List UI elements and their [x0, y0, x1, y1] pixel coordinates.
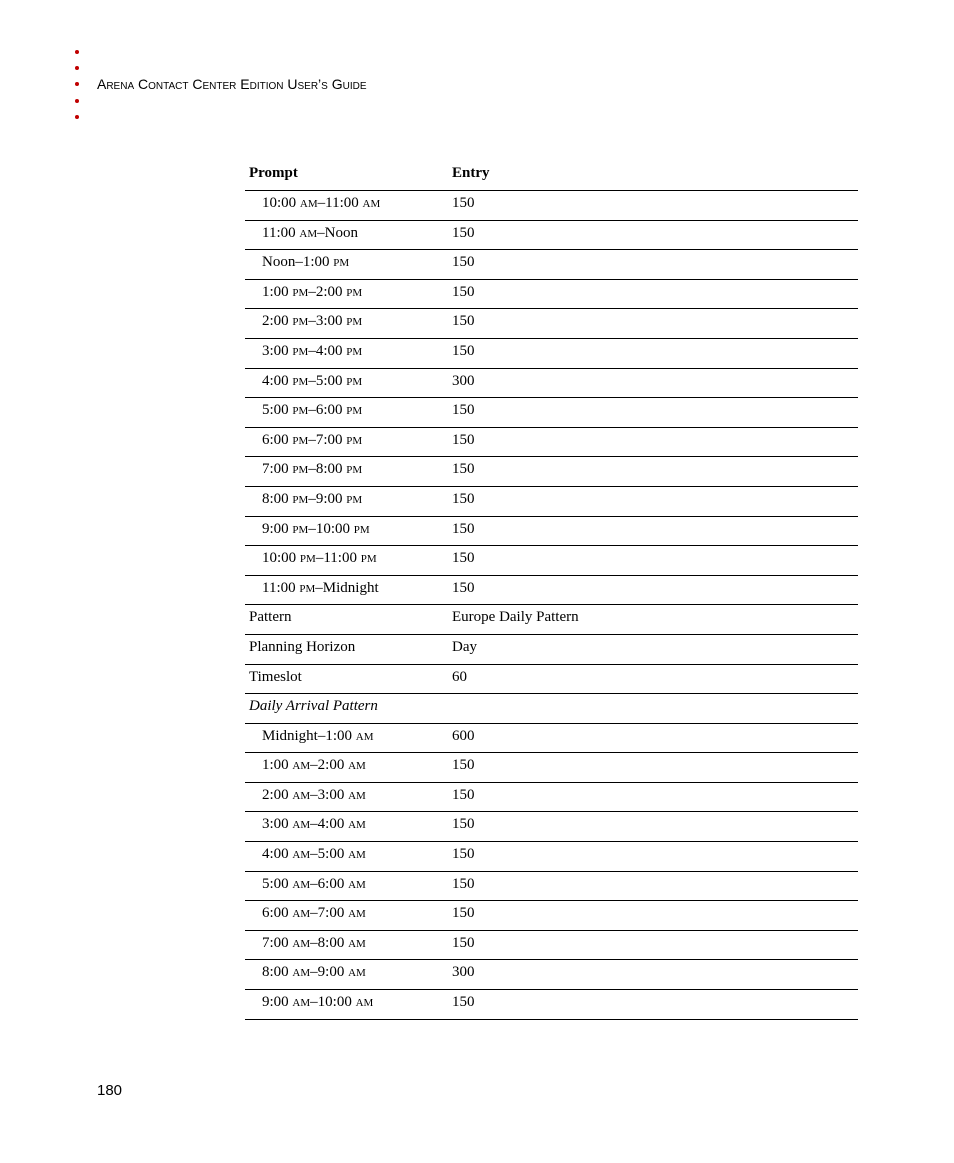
table-row — [245, 339, 858, 369]
table-row — [245, 605, 858, 635]
table-body — [245, 191, 858, 1020]
table-row — [245, 369, 858, 399]
table-row — [245, 901, 858, 931]
entry-cell: 150 — [452, 934, 475, 951]
prompt-cell: 7:00 pm–8:00 pm — [262, 461, 363, 478]
entry-cell: 300 — [452, 372, 475, 389]
entry-cell: 600 — [452, 727, 475, 744]
table-row — [245, 694, 858, 724]
entry-cell: 150 — [452, 579, 475, 596]
table-row — [245, 990, 858, 1020]
entry-cell: Day — [452, 638, 477, 655]
prompt-cell: 10:00 pm–11:00 pm — [262, 550, 377, 567]
table-row — [245, 960, 858, 990]
entry-cell: 150 — [452, 313, 475, 330]
entry-cell: 60 — [452, 668, 467, 685]
prompt-cell: 3:00 am–4:00 am — [262, 816, 366, 833]
table-row — [245, 665, 858, 695]
table-row — [245, 487, 858, 517]
prompt-cell: Pattern — [249, 609, 292, 626]
table-row — [245, 812, 858, 842]
table-row — [245, 457, 858, 487]
prompt-cell: 8:00 pm–9:00 pm — [262, 490, 363, 507]
prompt-cell: 1:00 am–2:00 am — [262, 757, 366, 774]
bullet-dot — [72, 44, 84, 60]
table-row — [245, 191, 858, 221]
prompt-cell: 2:00 am–3:00 am — [262, 786, 366, 803]
entry-cell: 150 — [452, 490, 475, 507]
table-row — [245, 753, 858, 783]
table-row — [245, 398, 858, 428]
entry-cell: 150 — [452, 816, 475, 833]
prompt-cell: Timeslot — [249, 668, 302, 685]
entry-cell: 150 — [452, 254, 475, 271]
entry-cell: 150 — [452, 994, 475, 1011]
prompt-cell: 11:00 am–Noon — [262, 224, 358, 241]
prompt-cell: 3:00 pm–4:00 pm — [262, 342, 363, 359]
entry-cell: 150 — [452, 195, 475, 211]
prompt-cell: 6:00 pm–7:00 pm — [262, 431, 363, 448]
prompt-cell: 7:00 am–8:00 am — [262, 934, 366, 951]
entry-cell: 150 — [452, 550, 475, 567]
entry-cell: Europe Daily Pattern — [452, 609, 579, 626]
entry-cell: 150 — [452, 905, 475, 922]
entry-cell — [452, 694, 858, 699]
table-row — [245, 250, 858, 280]
page-number: 180 — [97, 1082, 123, 1099]
entry-cell: 150 — [452, 342, 475, 359]
table-row — [245, 724, 858, 754]
entry-cell: 150 — [452, 875, 475, 892]
table-row — [245, 546, 858, 576]
table-row — [245, 783, 858, 813]
prompt-cell: 6:00 am–7:00 am — [262, 905, 366, 922]
entry-cell: 150 — [452, 283, 475, 300]
entry-cell: 150 — [452, 757, 475, 774]
entry-cell: 150 — [452, 224, 475, 241]
running-head: Arena Contact Center Edition User’s Guide — [97, 76, 367, 92]
prompt-cell: 2:00 pm–3:00 pm — [262, 313, 363, 330]
table-row — [245, 428, 858, 458]
entry-cell: 150 — [452, 402, 475, 419]
bullet-dot — [72, 109, 84, 125]
table-row — [245, 842, 858, 872]
column-header-prompt: Prompt — [249, 165, 298, 181]
prompt-cell: Daily Arrival Pattern — [249, 698, 378, 715]
table-row — [245, 576, 858, 606]
table-row — [245, 931, 858, 961]
bullet-dot — [72, 93, 84, 109]
entry-cell: 150 — [452, 786, 475, 803]
prompt-cell: 10:00 am–11:00 am — [262, 195, 381, 211]
bullet-dot — [72, 60, 84, 76]
entry-cell: 150 — [452, 431, 475, 448]
prompt-cell: 9:00 am–10:00 am — [262, 994, 374, 1011]
column-header-entry: Entry — [452, 165, 490, 181]
table-row — [245, 280, 858, 310]
prompt-cell: 1:00 pm–2:00 pm — [262, 283, 363, 300]
prompt-cell: 9:00 pm–10:00 pm — [262, 520, 370, 537]
prompt-cell: Noon–1:00 pm — [262, 254, 350, 271]
prompt-cell: Midnight–1:00 am — [262, 727, 374, 744]
margin-bullets — [72, 44, 84, 125]
bullet-dot — [72, 76, 84, 92]
prompt-cell: 8:00 am–9:00 am — [262, 964, 366, 981]
schedule-table — [245, 160, 858, 1020]
table-row — [245, 517, 858, 547]
prompt-cell: Planning Horizon — [249, 638, 356, 655]
prompt-cell: 5:00 am–6:00 am — [262, 875, 366, 892]
entry-cell: 150 — [452, 520, 475, 537]
prompt-cell: 4:00 am–5:00 am — [262, 846, 366, 863]
prompt-cell: 4:00 pm–5:00 pm — [262, 372, 363, 389]
table-header-row — [245, 160, 858, 191]
entry-cell: 150 — [452, 461, 475, 478]
table-row — [245, 309, 858, 339]
prompt-cell: 11:00 pm–Midnight — [262, 579, 379, 596]
table-row — [245, 221, 858, 251]
table-row — [245, 635, 858, 665]
entry-cell: 300 — [452, 964, 475, 981]
table-row — [245, 872, 858, 902]
prompt-cell: 5:00 pm–6:00 pm — [262, 402, 363, 419]
entry-cell: 150 — [452, 846, 475, 863]
